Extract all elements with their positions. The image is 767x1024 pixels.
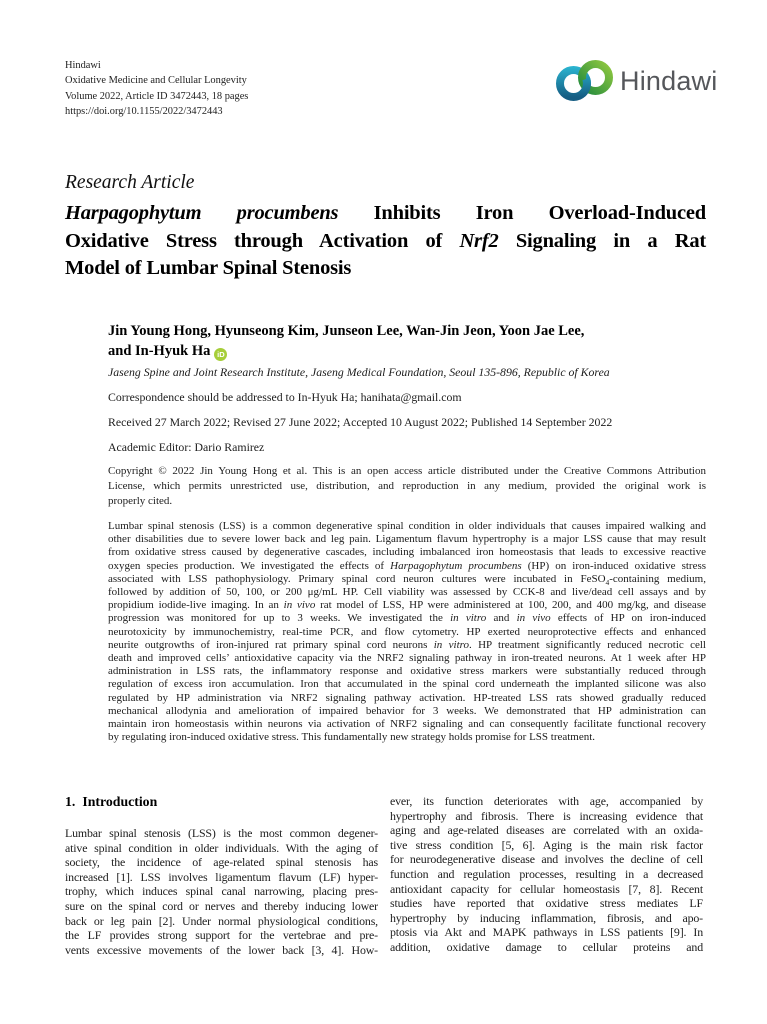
section-label: Introduction [82,794,158,809]
section-heading-introduction [65,794,157,810]
header-meta-block [65,58,248,120]
authors-block [108,321,688,361]
abstract-text: Lumbar spinal stenosis (LSS) is a common degenerative spinal condition in older individuals that causes impaired walking and other disabilities due to severe lower back and leg pain. Ligamentum flavum hypertrophy is a major LSS cause that may result from oxidative stress caused by degenerative cascades, including imbalanced iron homeostasis that leads to excessive reactive oxygen species production. We investigated the effects of Harpagophytum procumbens (HP) on iron-induced oxidative stress associated with LSS pathophysiology. Primary spinal cord neuron cultures were incubated in FeSO$_4$-containing medium, followed by addition of 50, 100, or 200 μg/mL HP. Cell viability was assessed by CCK-8 and live/dead cell assays and by propidium iodide-live imaging. In an in vivo rat model of LSS, HP were administered at 100, 200, and 400 mg/kg, and disease progression was monitored for up to 3 weeks. We investigated the in vitro and in vivo effects of HP on iron-induced neurotoxicity by immunochemistry, real-time PCR, and flow cytometry. HP exerted neuroprotective effects and enhanced neurite outgrowths of iron-injured rat primary spinal cord neurons in vitro. HP treatment significantly reduced necrotic cell death and improved cells’ antioxidative capacity via the NRF2 signaling pathway in iron-treated neurons. At 1 week after HP administration in LSS rats, the inflammatory response and oxidative stress markers were substantially reduced through regulation of excess iron accumulation. Iron that accumulated in the spinal cord underneath the implanted silicone was also regulated by HP administration via NRF2 signaling pathway activation. HP-treated LSS rats showed gradually reduced mechanical allodynia and amelioration of impaired behavior for 3 weeks. We demonstrated that HP administration can maintain iron homeostasis within neurons via activation of NRF2 signaling and can consequently facilitate functional recovery by regulating iron-induced oxidative stress. This fundamentally new strategy holds promise for LSS treatment. [108,520,707,744]
intro-column-right: ever, its function deteriorates with age, accompanied by hypertrophy and fibrosis. There is increasing evidence that aging and age-related diseases are correlated with an oxida- tive stress condition [5, 6]. Aging is the main risk factor for neurodegenerative disease and involves the decline of cell function and regulation processes, resulting in a decreased antioxidant capacity for cellular homeostasis [7, 8]. Recent studies have reported that oxidative stress mediates LF hypertrophy by inducing inflammation, fibrosis, and apo- ptosis via Akt and MAPK pathways in LSS patients [9]. In addition, oxidative damage to cellular proteins and [390,794,703,954]
history-dates-line: Received 27 March 2022; Revised 27 June 2022; Accepted 10 August 2022; Published 14 September 2022 [108,415,613,429]
hindawi-rings-icon [556,59,614,103]
affiliation-text: Jaseng Spine and Joint Research Institute, Jaseng Medical Foundation, Seoul 135-896, Republic of Korea [108,365,610,379]
hindawi-logo [556,59,717,103]
doi-link[interactable]: https://doi.org/10.1155/2022/3472443 [65,106,223,118]
copyright-text: Copyright © 2022 Jin Young Hong et al. This is an open access article distributed under the Creative Commons Attribution License, which permits unrestricted use, distribution, and reproduction in any medium, provided the original work is properly cited. [108,465,706,508]
publisher-name: Hindawi [65,60,101,71]
article-id-line: Volume 2022, Article ID 3472443, 18 pages [65,90,249,102]
section-number: 1. [65,794,76,809]
hindawi-wordmark: Hindawi [620,65,718,96]
journal-name: Oxidative Medicine and Cellular Longevity [65,75,247,87]
authors-line-2: and In-Hyuk Ha iD [108,341,688,361]
article-title: Harpagophytum procumbens Inhibits Iron Overload-Induced Oxidative Stress through Activation of Nrf2 Signaling in a Rat Model of Lumbar Spinal Stenosis [65,202,706,279]
correspondence-line: Correspondence should be addressed to In-Hyuk Ha; hanihata@gmail.com [108,390,462,404]
article-type-label: Research Article [65,172,195,193]
authors-line-1: Jin Young Hong, Hyunseong Kim, Junseon Lee, Wan-Jin Jeon, Yoon Jae Lee, [108,323,585,339]
intro-column-left: Lumbar spinal stenosis (LSS) is the most common degener- ative spinal condition in older individuals. With the aging of society, the incidence of age-related spinal stenosis has increased [1]. LSS involves ligamentum flavum (LF) hyper- trophy, which induces spinal canal narrowing, placing pres- sure on the spinal cord or nerves and thereby inducing lower back or leg pain [2]. Under normal physiological conditions, the LF provides strong support for the vertebrae and pre- vents excessive movements of the lower back [3, 4]. How- [65,826,378,957]
academic-editor-line: Academic Editor: Dario Ramirez [108,440,265,454]
orcid-icon[interactable]: iD [214,348,227,361]
